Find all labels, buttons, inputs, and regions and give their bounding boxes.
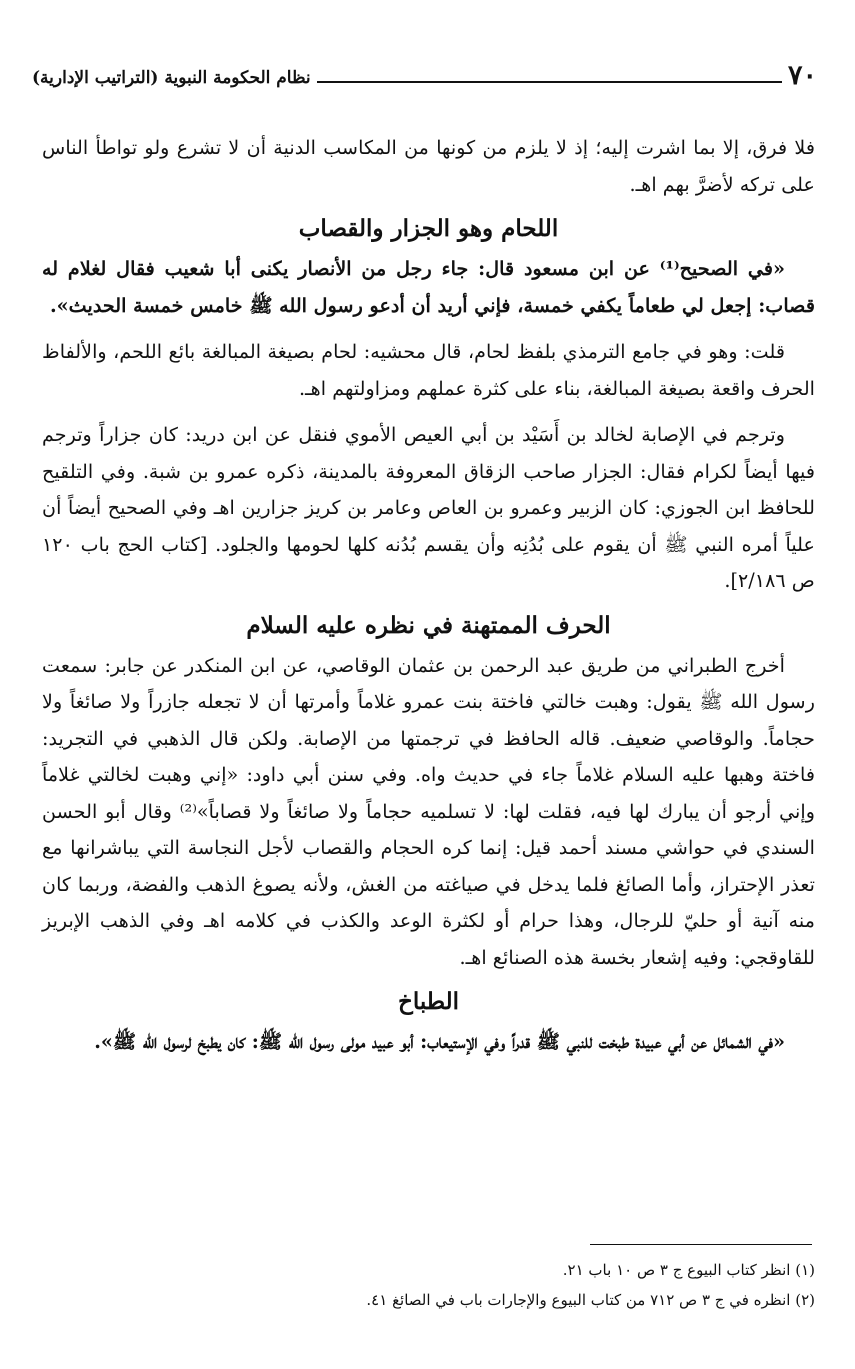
footnote-2: (٢) انظره في ج ٣ ص ٧١٢ من كتاب البيوع والإجارات باب في الصائغ ٤١. bbox=[366, 1291, 815, 1309]
footnote-rule bbox=[590, 1244, 812, 1245]
paragraph-isaba: وترجم في الإصابة لخالد بن أَسَيْد بن أبي العيص الأموي فنقل عن ابن دريد: كان جزاراً وترجم فيها أيضاً لكرام فقال: الجزار صاحب الزقاق المعروفة بالمدينة، ذكره عمرو بن شبة. وفي التلقيح للحافظ ابن الجوزي: كان الزبير وعمرو بن العاص وعامر بن كريز جزارين اهـ وفي الصحيح أيضاً أن علياً أمره النبي ﷺ أن يقوم على بُدُنِه وأن يقسم بُدُنه كلها لحومها والجلود. [كتاب الحج باب ١٢٠ ص ٢/١٨٦]. bbox=[42, 423, 815, 592]
paragraph-crafts: أخرج الطبراني من طريق عبد الرحمن بن عثمان الوقاصي، عن ابن المنكدر عن جابر: سمعت رسول الله ﷺ يقول: وهبت خالتي فاختة بنت عمرو غلاماً وأمرتها أن لا تجعله جازراً ولا صائغاً ولا حجاماً. والوقاصي ضعيف. قاله الحافظ في ترجمتها من الإصابة. ولكن قال الذهبي في التجريد: فاختة وهبها عليه السلام غلاماً جاء في حديث واه. وفي سنن أبي داود: «إني وهبت لخالتي غلاماً وإني أرجو أن يبارك لها فيه، فقلت لها: لا تسلميه حجاماً ولا صائغاً ولا قصاباً»⁽²⁾ وقال أبو الحسن السندي في حواشي مسند أحمد قيل: إنما كره الحجام والقصاب لأجل النجاسة التي يباشرانها مع تعذر الإحتراز، وأما الصائغ فلما يدخل في صياغته من الغش، ولأنه يصوغ الذهب والفضة، وربما كان منه آنية أو حليّ للرجال، وهذا حرام أو لكثرة الوعد والكذب في كلامه اهـ وفي الذهب الإبريز للقاوقجي: وفيه إشعار بخسة هذه الصنائع اهـ. bbox=[42, 653, 815, 969]
hadith-quote-cook: «في الشمائل عن أبي عبيدة طبخت للنبي ﷺ قدراً وفي الإستيعاب: أبو عبيد مولى رسول الله ﷺ: كان يطبخ لرسول الله ﷺ». bbox=[94, 1030, 785, 1053]
hadith-quote-butcher: «في الصحيح⁽¹⁾ عن ابن مسعود قال: جاء رجل من الأنصار يكنى أبا شعيب فقال لغلام له قصاب: إجعل لي طعاماً يكفي خمسة، فإني أريد أن أدعو رسول الله ﷺ خامس خمسة الحديث». bbox=[42, 257, 815, 317]
intro-paragraph: فلا فرق، إلا بما اشرت إليه؛ إذ لا يلزم من كونها من المكاسب الدنية أن لا تشرع ولو تواطأ الناس على تركه لأضرَّ بهم اهـ. bbox=[42, 136, 815, 196]
paragraph-tirmidhi: قلت: وهو في جامع الترمذي بلفظ لحام، قال محشيه: لحام بصيغة المبالغة بائع اللحم، والألفاظ الحرف واقعة بصيغة المبالغة، بناء على كثرة عملهم ومزاولتهم اهـ. bbox=[42, 340, 815, 400]
footnotes bbox=[42, 1255, 815, 1315]
footnote-1: (١) انظر كتاب البيوع ج ٣ ص ١٠ باب ٢١. bbox=[562, 1261, 815, 1279]
page-number: ٧٠ bbox=[787, 60, 817, 91]
page-header bbox=[32, 55, 817, 89]
main-text bbox=[42, 130, 815, 1061]
section-heading-crafts: الحرف الممتهنة في نظره عليه السلام bbox=[246, 611, 611, 639]
section-heading-butcher: اللحام وهو الجزار والقصاب bbox=[298, 215, 559, 242]
running-title: نظام الحكومة النبوية (التراتيب الإدارية) bbox=[32, 68, 311, 88]
header-rule bbox=[317, 81, 782, 83]
section-heading-cook: الطباخ bbox=[397, 988, 460, 1015]
